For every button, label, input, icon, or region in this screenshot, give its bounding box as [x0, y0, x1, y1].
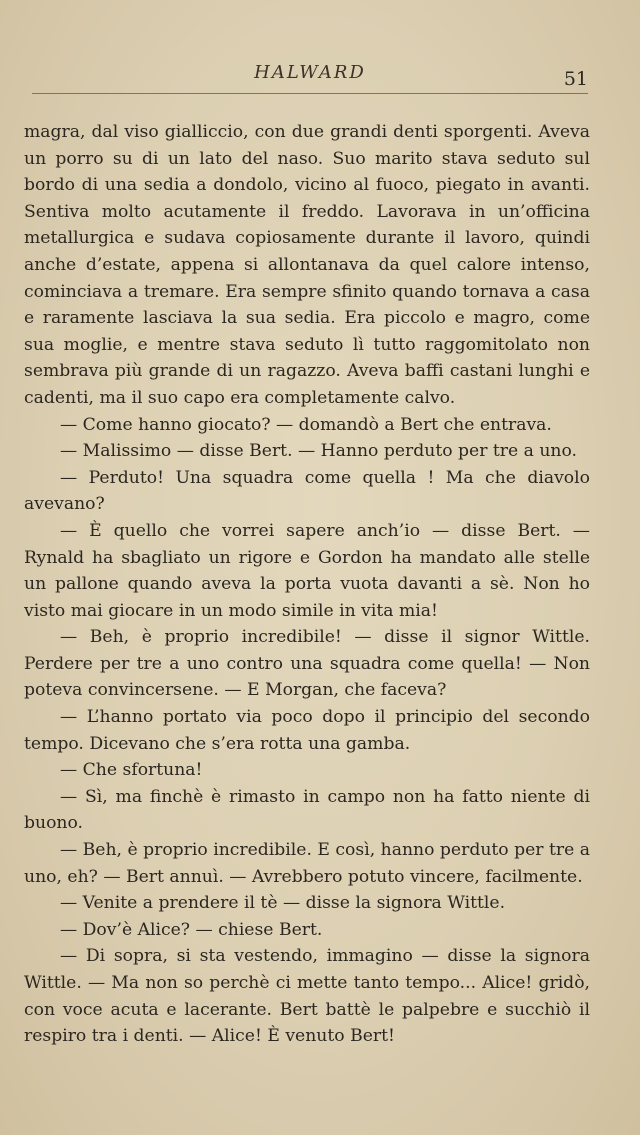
- paragraph: — Beh, è proprio incredibile! — disse il signor Wittle. Perdere per tre a uno contro una squadra come quella! — Non poteva convincersene. — E Morgan, che faceva?: [24, 627, 590, 701]
- paragraph: — L’hanno portato via poco dopo il principio del secondo tempo. Dicevano che s’era rotta una gamba.: [24, 707, 590, 754]
- body-text: [24, 119, 590, 1050]
- paragraph: — È quello che vorrei sapere anch’io — disse Bert. — Rynald ha sbagliato un rigore e Gordon ha mandato alle stelle un pallone quando aveva la porta vuota davanti a sè. Non ho visto mai giocare in un modo simile in vita mia!: [24, 520, 590, 621]
- paragraph: — Dov’è Alice? — chiese Bert.: [60, 919, 323, 940]
- header-title: HALWARD: [254, 62, 366, 83]
- paragraph: magra, dal viso gialliccio, con due grandi denti sporgenti. Aveva un porro su di un lato del naso. Suo marito stava seduto sul bordo di una sedia a dondolo, vicino al fuoco, piegato in avanti. Sentiva molto acutamente il freddo. Lavorava in un’officina metallurgica e sudava copiosamente durante il lavoro, quindi anche d’estate, appena si allontanava da quel calore intenso, cominciava a tremare. Era sempre sfinito quando tornava a casa e raramente lasciava la sua sedia. Era piccolo e magro, come sua moglie, e mentre stava seduto lì tutto raggomitolato non sembrava più grande di un ragazzo. Aveva baffi castani lunghi e cadenti, ma il suo capo era completamente calvo.: [24, 122, 590, 408]
- paragraph: — Beh, è proprio incredibile. E così, hanno perduto per tre a uno, eh? — Bert annuì. — Avrebbero potuto vincere, facilmente.: [24, 840, 590, 887]
- paragraph: — Di sopra, si sta vestendo, immagino — disse la signora Wittle. — Ma non so perchè ci mette tanto tempo... Alice! gridò, con voce acuta e lacerante. Bert battè le palpebre e succhiò il respiro tra i denti. — Alice! È venuto Bert!: [24, 946, 590, 1047]
- paragraph: — Perduto! Una squadra come quella ! Ma che diavolo avevano?: [24, 467, 590, 515]
- running-header: [32, 62, 588, 94]
- paragraph: — Come hanno giocato? — domandò a Bert che entrava.: [60, 414, 552, 435]
- paragraph: — Malissimo — disse Bert. — Hanno perduto per tre a uno.: [60, 441, 578, 462]
- paragraph: — Venite a prendere il tè — disse la signora Wittle.: [60, 893, 506, 914]
- header-rule: [32, 93, 588, 94]
- paragraph: — Che sfortuna!: [60, 760, 203, 781]
- page-number: 51: [563, 68, 588, 90]
- paragraph: — Sì, ma finchè è rimasto in campo non ha fatto niente di buono.: [24, 786, 590, 834]
